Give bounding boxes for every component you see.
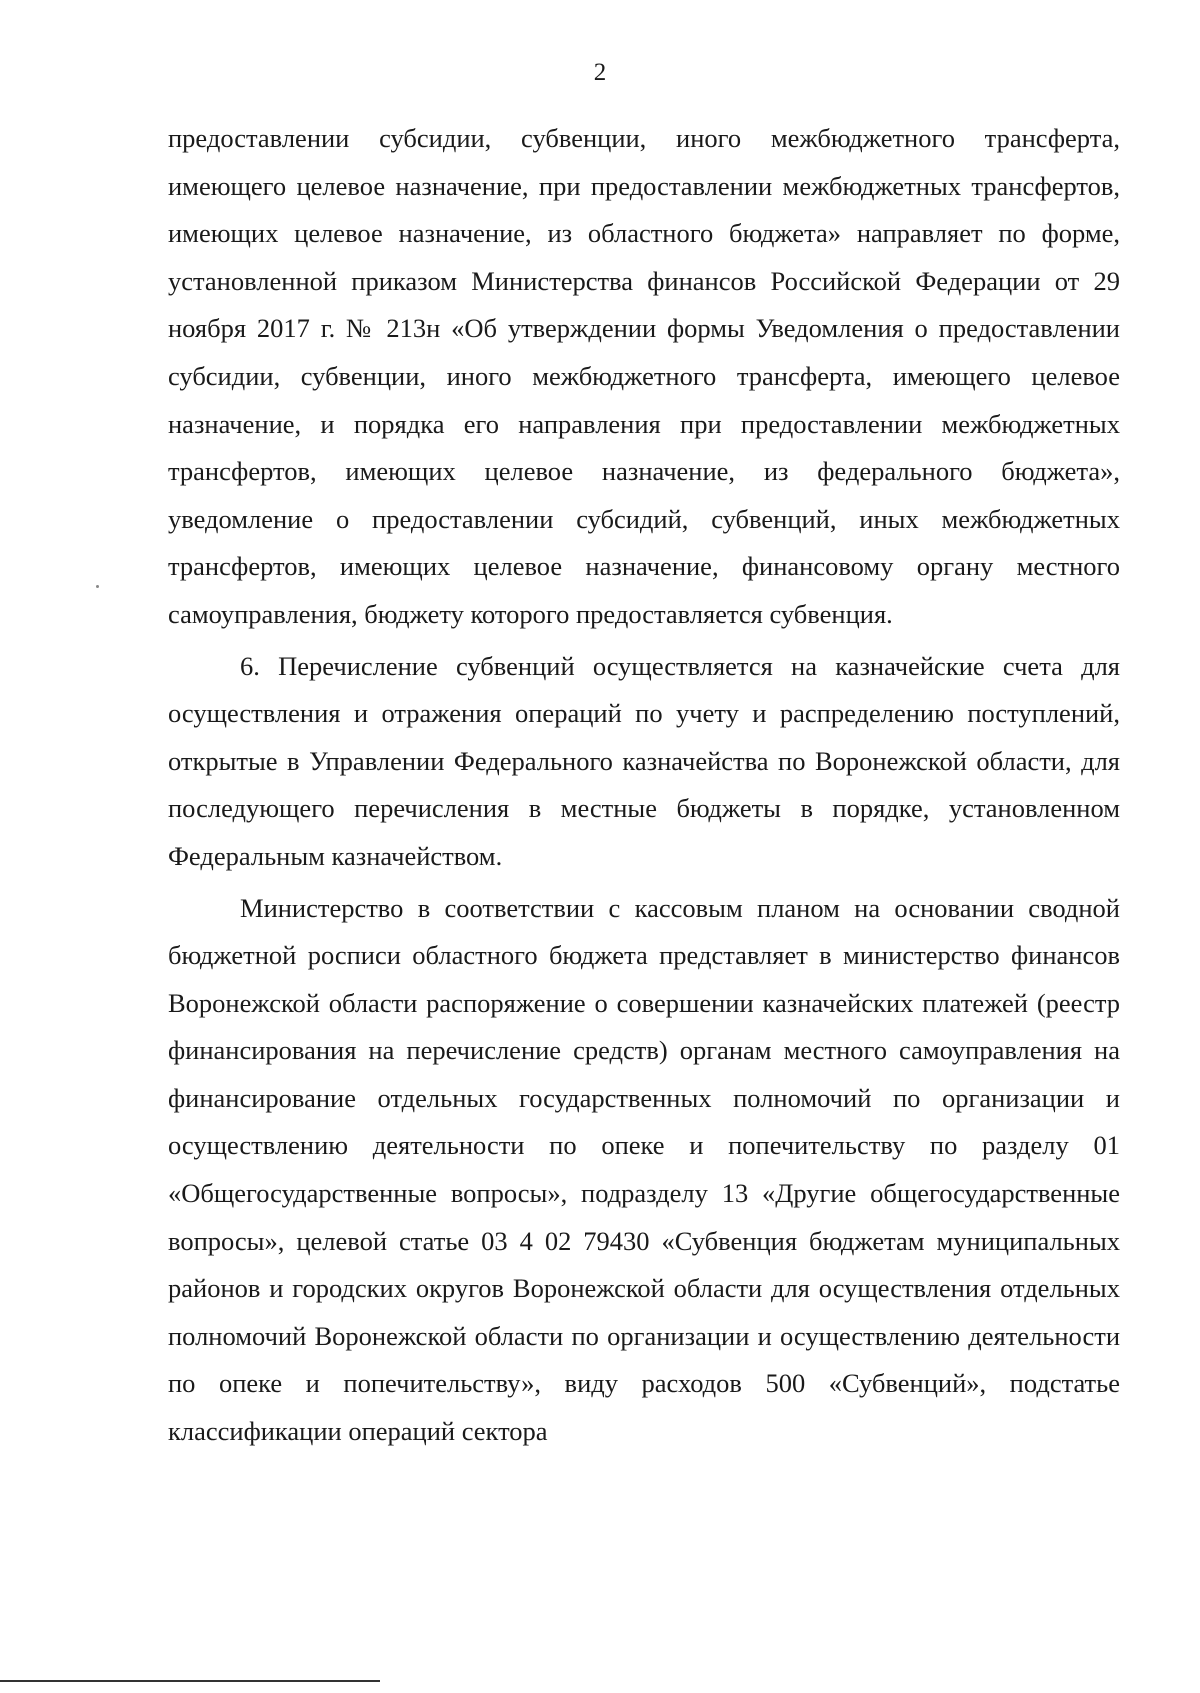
paragraph-ministry: Министерство в соответствии с кассовым планом на основании сводной бюджетной росписи областного бюджета представляет в министерство финансов Воронежской области распоряжение о совершении казначейских платежей (реестр финансирования на перечисление средств) органам местного самоуправления на финансирование отдельных государственных полномочий по организации и осуществлению деятельности по опеке и попечительству по разделу 01 «Общегосударственные вопросы», подразделу 13 «Другие общегосударственные вопросы», целевой статье 03 4 02 79430 «Субвенция бюджетам муниципальных районов и городских округов Воронежской области для осуществления отдельных полномочий Воронежской области по организации и осуществлению деятельности по опеке и попечительству», виду расходов 500 «Субвенций», подстатье классификации операций сектора	[168, 892, 1120, 1447]
scan-artifact-dot	[96, 585, 99, 588]
scan-artifact-line	[0, 1680, 380, 1682]
document-body	[168, 115, 1120, 1456]
paragraph-item-6: 6. Перечисление субвенций осуществляется на казначейские счета для осуществления и отражения операций по учету и распределению поступлений, открытые в Управлении Федерального казначейства по Воронежской области, для последующего перечисления в местные бюджеты в порядке, установленном Федеральным казначейством.	[168, 650, 1120, 871]
paragraph-continuation: предоставлении субсидии, субвенции, иного межбюджетного трансферта, имеющего целевое назначение, при предоставлении межбюджетных трансфертов, имеющих целевое назначение, из областного бюджета» направляет по форме, установленной приказом Министерства финансов Российской Федерации от 29 ноября 2017 г. № 213н «Об утверждении формы Уведомления о предоставлении субсидии, субвенции, иного межбюджетного трансферта, имеющего целевое назначение, и порядка его направления при предоставлении межбюджетных трансфертов, имеющих целевое назначение, из федерального бюджета», уведомление о предоставлении субсидий, субвенций, иных межбюджетных трансфертов, имеющих целевое назначение, финансовому органу местного самоуправления, бюджету которого предоставляется субвенция.	[168, 123, 1120, 629]
page-number: 2	[593, 59, 607, 86]
